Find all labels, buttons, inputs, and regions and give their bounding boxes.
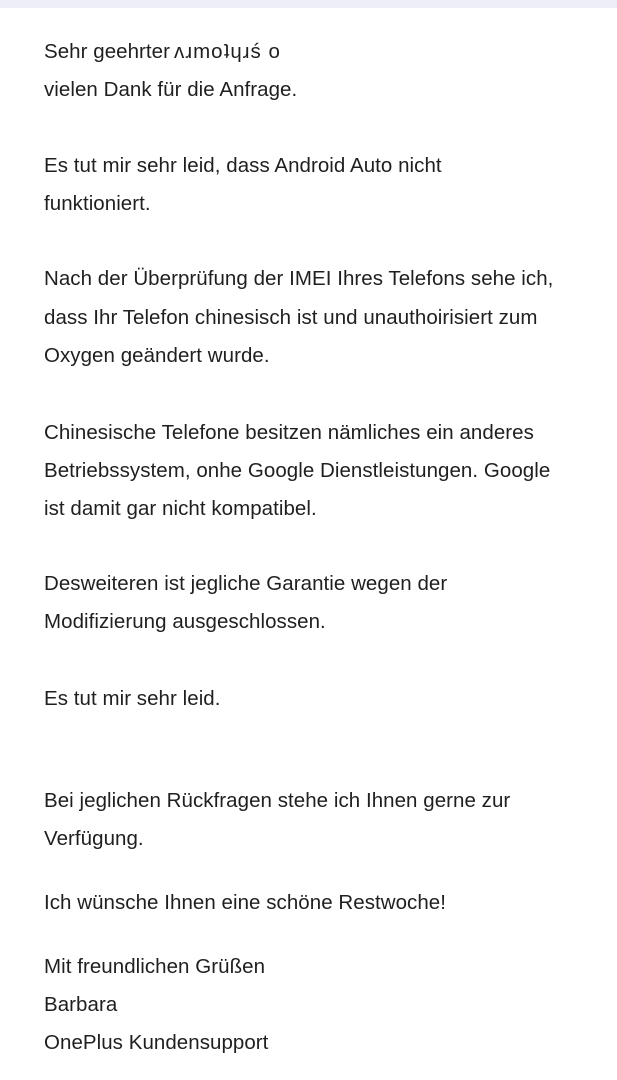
- text-line: Modifizierung ausgeschlossen.: [44, 610, 326, 633]
- text-line: vielen Dank für die Anfrage.: [44, 78, 298, 101]
- text-line: Oxygen geändert wurde.: [44, 344, 270, 367]
- text-line: Ich wünsche Ihnen eine schöne Restwoche!: [44, 891, 446, 914]
- text-line: Desweiteren ist jegliche Garantie wegen der: [44, 572, 448, 595]
- recipient-name: ʌɹmoʇɥɹś o: [174, 40, 281, 63]
- text-line: Verfügung.: [44, 827, 144, 850]
- signature-company: OnePlus Kundensupport: [44, 1031, 269, 1054]
- greeting-line: [44, 40, 281, 64]
- text-line: Bei jeglichen Rückfragen stehe ich Ihnen gerne zur: [44, 789, 511, 812]
- text-line: Es tut mir sehr leid, dass Android Auto nicht: [44, 154, 442, 177]
- greeting-text: Sehr geehrter: [44, 40, 171, 63]
- signature-name: Barbara: [44, 993, 118, 1016]
- text-line: Chinesische Telefone besitzen nämliches ein anderes: [44, 421, 534, 444]
- closing-line: Mit freundlichen Grüßen: [44, 955, 266, 978]
- text-line: dass Ihr Telefon chinesisch ist und unauthoirisiert zum: [44, 306, 538, 329]
- text-line: funktioniert.: [44, 192, 151, 215]
- top-strip: [0, 0, 617, 8]
- text-line: ist damit gar nicht kompatibel.: [44, 497, 317, 520]
- email-body: [0, 8, 617, 1080]
- text-line: Betriebssystem, onhe Google Dienstleistungen. Google: [44, 459, 551, 482]
- text-line: Es tut mir sehr leid.: [44, 687, 221, 710]
- text-line: Nach der Überprüfung der IMEI Ihres Telefons sehe ich,: [44, 267, 554, 290]
